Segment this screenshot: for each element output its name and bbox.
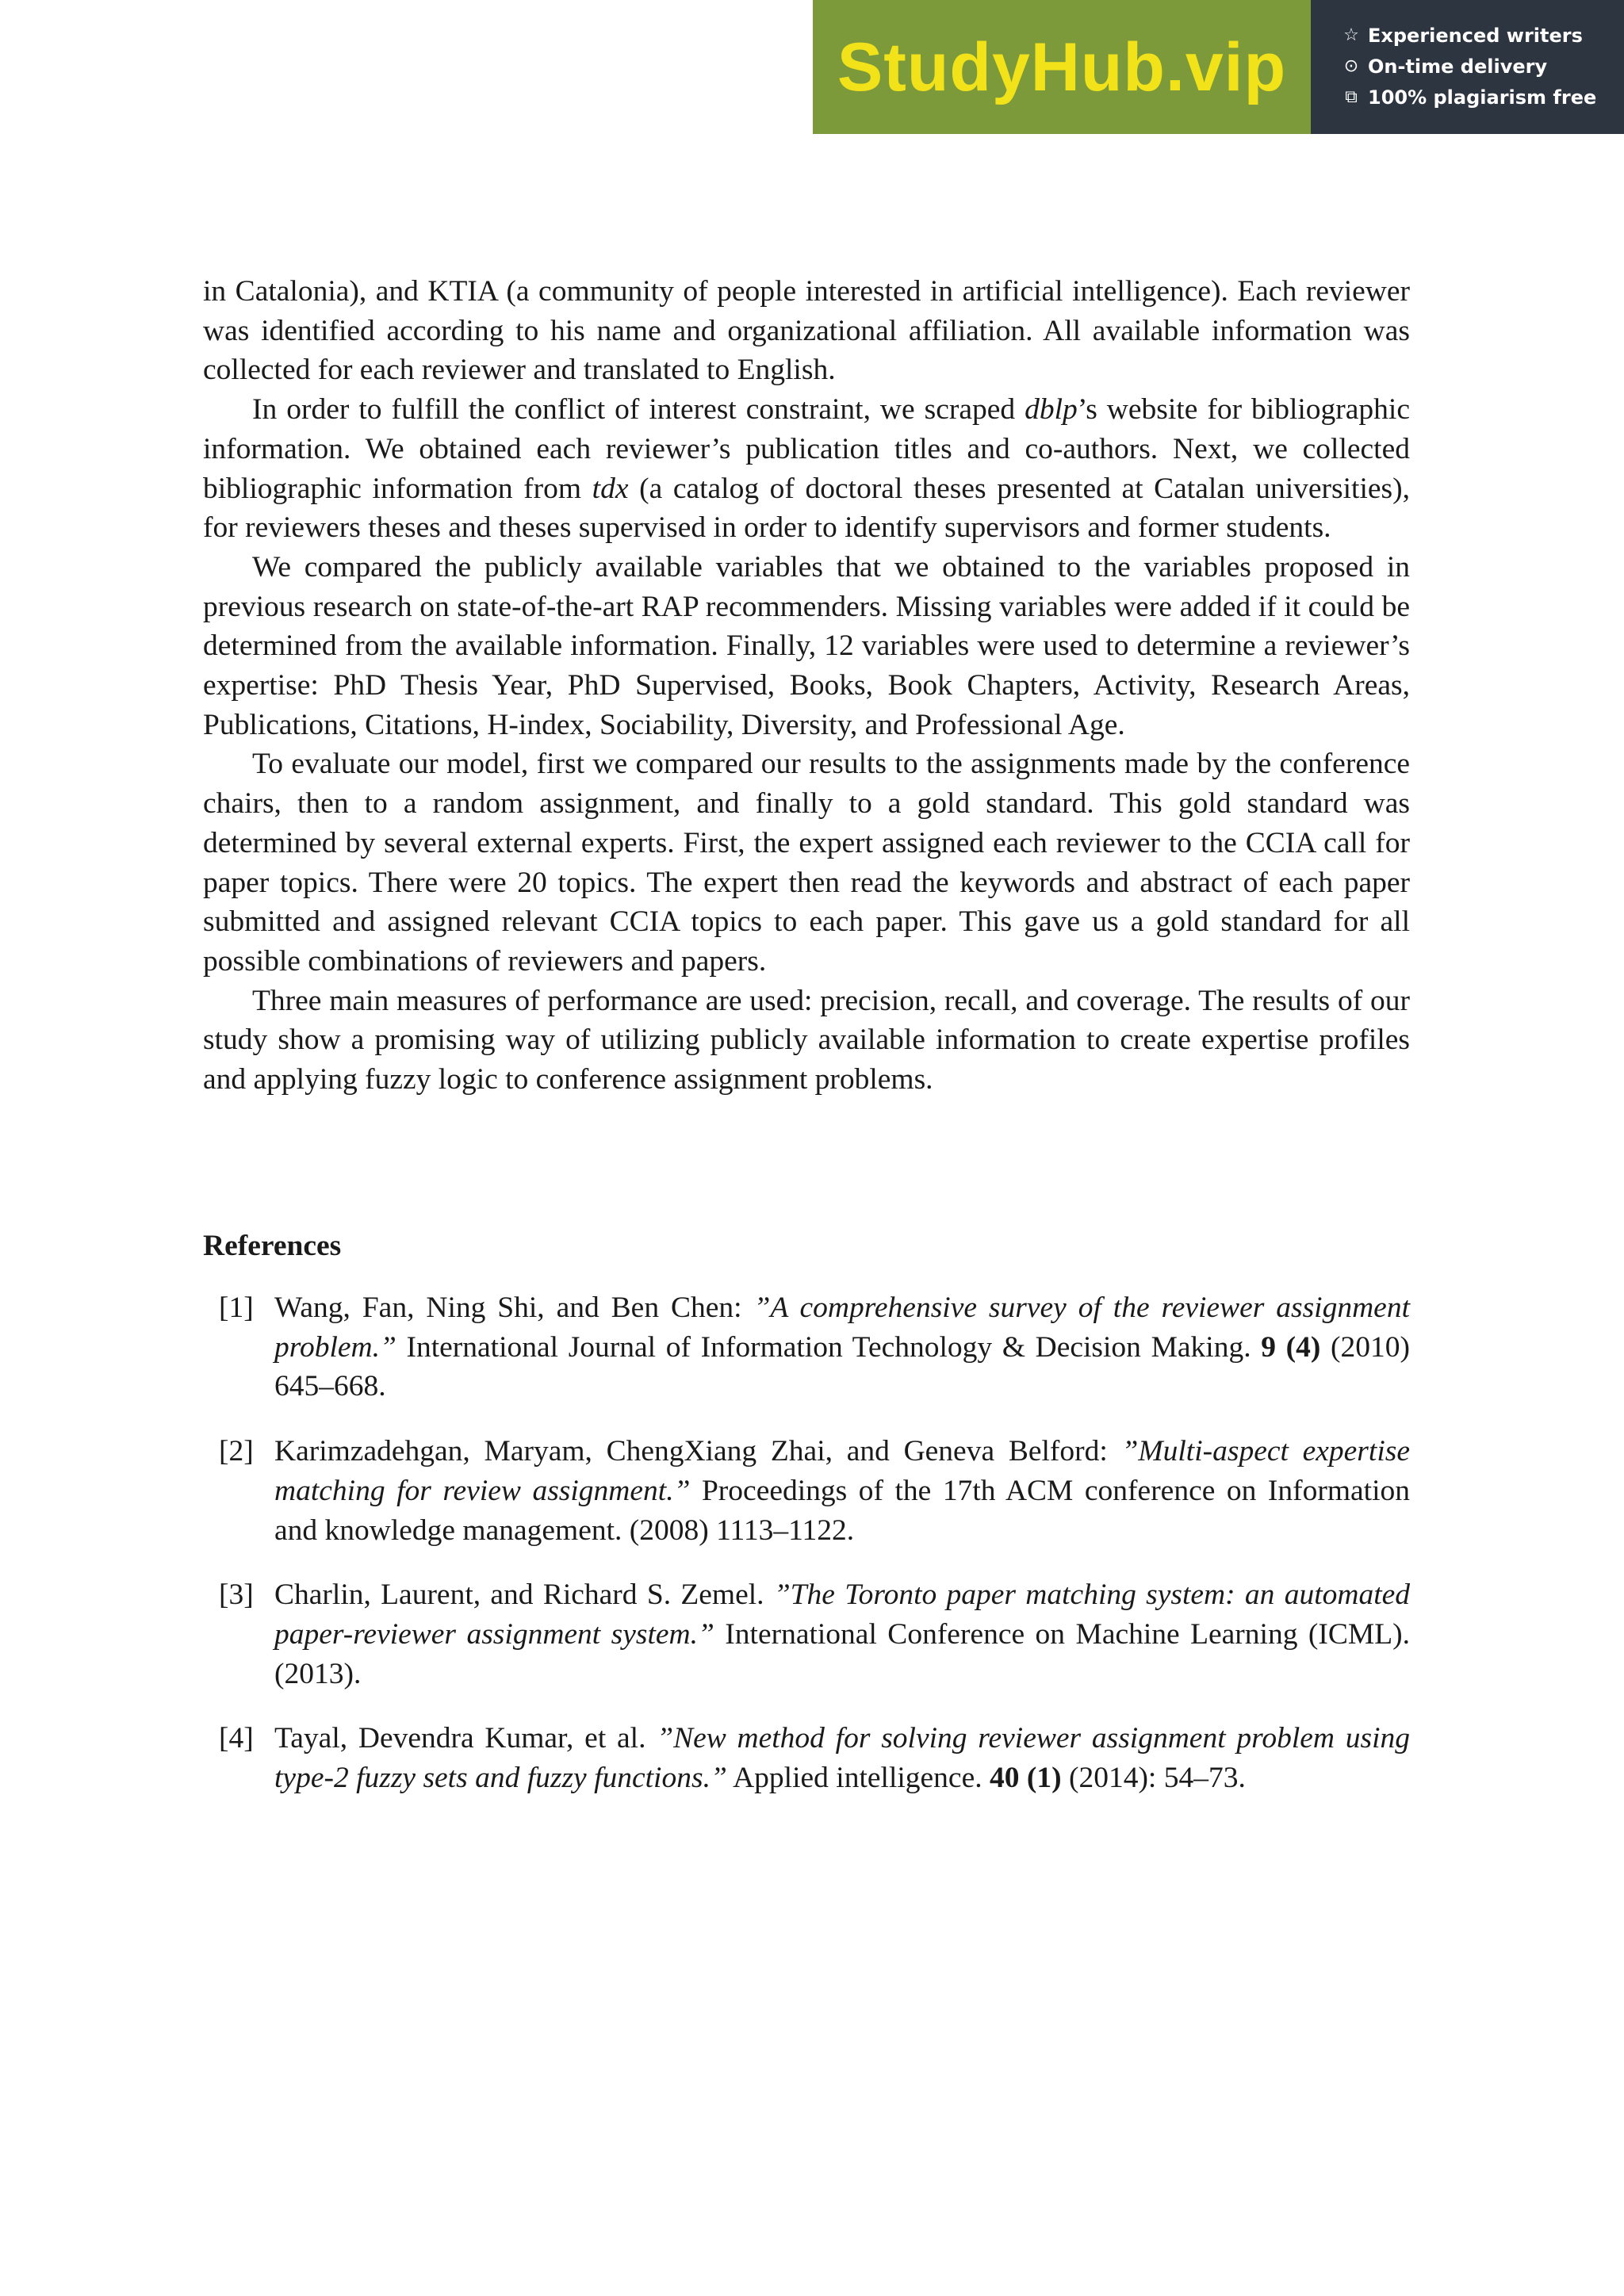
reference-venue: Applied intelligence. — [726, 1762, 990, 1795]
feature-label: Experienced writers — [1368, 24, 1583, 47]
reference-title: ”The Toronto paper matching system: an automated paper-reviewer assignment system.” — [274, 1578, 1411, 1651]
reference-title: ”New method for solving reviewer assignment problem using type-2 fuzzy sets and fuzzy functions.” — [274, 1722, 1410, 1795]
reference-rest: (2014): 54–73. — [1061, 1762, 1246, 1795]
feature-plagiarism-free — [1342, 86, 1624, 110]
feature-experienced-writers — [1342, 24, 1624, 48]
reference-title: ”Multi-aspect expertise matching for review assignment.” — [274, 1435, 1410, 1507]
site-logo[interactable]: StudyHub.vip — [837, 29, 1287, 105]
paragraph-2 — [203, 390, 1410, 548]
star-outline-icon: ☆ — [1343, 25, 1359, 46]
reference-authors: Wang, Fan, Ning Shi, and Ben Chen: — [274, 1292, 754, 1324]
reference-item — [203, 1432, 1410, 1550]
reference-number: [4] — [219, 1722, 254, 1755]
reference-authors: Karimzadehgan, Maryam, ChengXiang Zhai, and Geneva Belford: — [274, 1435, 1122, 1468]
references-heading: References — [203, 1230, 342, 1262]
paragraph-2-text-a: In order to fulfill the conflict of interest constraint, we scraped — [252, 393, 1025, 427]
clock-icon: ⊙ — [1343, 56, 1359, 77]
features-panel — [1311, 0, 1624, 134]
reference-item — [203, 1719, 1410, 1797]
tdx-term: tdx — [592, 472, 629, 505]
paragraph-5: Three main measures of performance are used: precision, recall, and coverage. The results of our study show a promising way of utilizing publicly available information to create expertise profiles and applying fuzzy logic to conference assignment problems. — [203, 984, 1410, 1096]
paragraph-2-text-c: (a catalog of doctoral theses presented at Catalan universities), for reviewers theses and theses supervised in order to identify supervisors and former students. — [203, 472, 1410, 545]
paragraph-1: in Catalonia), and KTIA (a community of people interested in artificial intelligence). Each reviewer was identified according to his name and organizational affiliation. All available information was collected for each reviewer and translated to English. — [203, 275, 1410, 387]
feature-label: On-time delivery — [1368, 55, 1548, 78]
reference-item — [203, 1288, 1410, 1406]
reference-rest: (2010) 645–668. — [274, 1330, 1410, 1403]
reference-volume: 9 (4) — [1261, 1330, 1321, 1364]
paragraph-4: To evaluate our model, first we compared our results to the assignments made by the conference chairs, then to a random assignment, and finally to a gold standard. This gold standard was determined by several external experts. First, the expert assigned each reviewer to the CCIA call for paper topics. There were 20 topics. The expert then read the keywords and abstract of each paper submitted and assigned relevant CCIA topics to each paper. This gave us a gold standard for all possible combinations of reviewers and papers. — [203, 748, 1410, 978]
feature-label: 100% plagiarism free — [1368, 86, 1597, 109]
paragraph-2-text-b: ’s website for bibliographic information. We obtained each reviewer’s publication titles and co-authors. Next, we collected bibliographic information from — [203, 393, 1410, 505]
reference-authors: Tayal, Devendra Kumar, et al. — [274, 1722, 657, 1755]
reference-number: [2] — [219, 1435, 254, 1468]
reference-item — [203, 1575, 1410, 1693]
promo-banner[interactable] — [813, 0, 1624, 134]
references-list — [203, 1288, 1410, 1823]
document-body — [203, 272, 1410, 1100]
feature-on-time-delivery — [1342, 55, 1624, 79]
reference-venue: Proceedings of the 17th ACM conference on Information and knowledge management. (2008) 1113–1122. — [274, 1474, 1411, 1547]
document-check-icon: ⧉ — [1345, 87, 1358, 108]
reference-venue: International Conference on Machine Learning (ICML). (2013). — [274, 1617, 1410, 1690]
logo-panel[interactable] — [813, 0, 1311, 134]
reference-authors: Charlin, Laurent, and Richard S. Zemel. — [274, 1578, 774, 1612]
reference-number: [1] — [219, 1292, 254, 1324]
reference-title: ”A comprehensive survey of the reviewer assignment problem.” — [274, 1292, 1410, 1364]
dblp-term: dblp — [1025, 393, 1078, 427]
reference-number: [3] — [219, 1578, 254, 1612]
reference-venue: International Journal of Information Technology & Decision Making. — [396, 1330, 1262, 1364]
paragraph-3: We compared the publicly available variables that we obtained to the variables proposed in previous research on state-of-the-art RAP recommenders. Missing variables were added if it could be determined from the available information. Finally, 12 variables were used to determine a reviewer’s expertise: PhD Thesis Year, PhD Supervised, Books, Book Chapters, Activity, Research Areas, Publications, Citations, H-index, Sociability, Diversity, and Professional Age. — [203, 550, 1410, 741]
reference-volume: 40 (1) — [989, 1762, 1062, 1795]
